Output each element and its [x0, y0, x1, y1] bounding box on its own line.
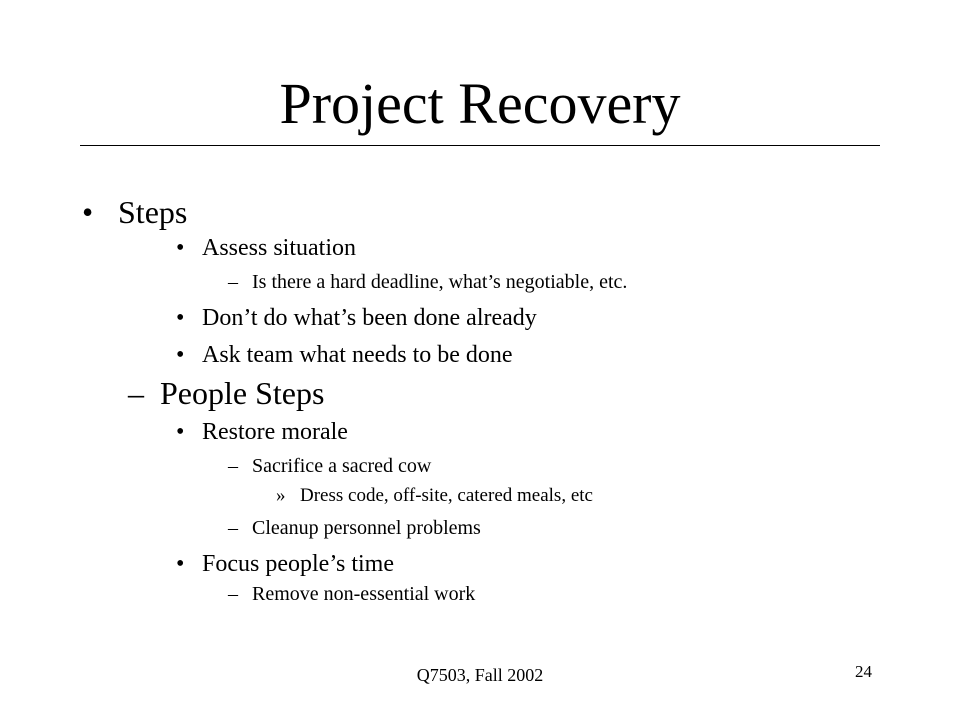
bullet-marker: • — [176, 419, 185, 445]
bullet-dress-code: Dress code, off-site, catered meals, etc — [300, 485, 593, 506]
bullet-dont-do: Don’t do what’s been done already — [202, 305, 537, 331]
bullet-people-steps: People Steps — [160, 375, 325, 411]
bullet-sacrifice: Sacrifice a sacred cow — [252, 455, 432, 477]
bullet-marker: • — [176, 305, 185, 331]
bullet-focus: Focus people’s time — [202, 551, 394, 577]
dash-marker: – — [128, 375, 144, 411]
bullet-cleanup: Cleanup personnel problems — [252, 517, 481, 539]
bullet-steps: Steps — [118, 194, 188, 230]
footer-course: Q7503, Fall 2002 — [416, 665, 544, 685]
dash-marker: – — [228, 583, 238, 605]
page-number: 24 — [855, 662, 872, 681]
bullet-marker: • — [176, 235, 185, 261]
bullet-restore: Restore morale — [202, 419, 348, 445]
dash-marker: – — [228, 271, 238, 293]
bullet-ask-team: Ask team what needs to be done — [202, 342, 513, 368]
dash-marker: – — [228, 517, 238, 539]
quote-marker: » — [276, 485, 286, 506]
bullet-marker: • — [82, 194, 94, 230]
bullet-marker: • — [176, 551, 185, 577]
slide-title: Project Recovery — [279, 71, 681, 136]
bullet-remove: Remove non-essential work — [252, 583, 476, 605]
bullet-assess: Assess situation — [202, 235, 357, 261]
dash-marker: – — [228, 455, 238, 477]
bullet-marker: • — [176, 342, 185, 368]
title-divider — [80, 145, 880, 146]
bullet-deadline: Is there a hard deadline, what’s negotiable, etc. — [252, 271, 628, 293]
